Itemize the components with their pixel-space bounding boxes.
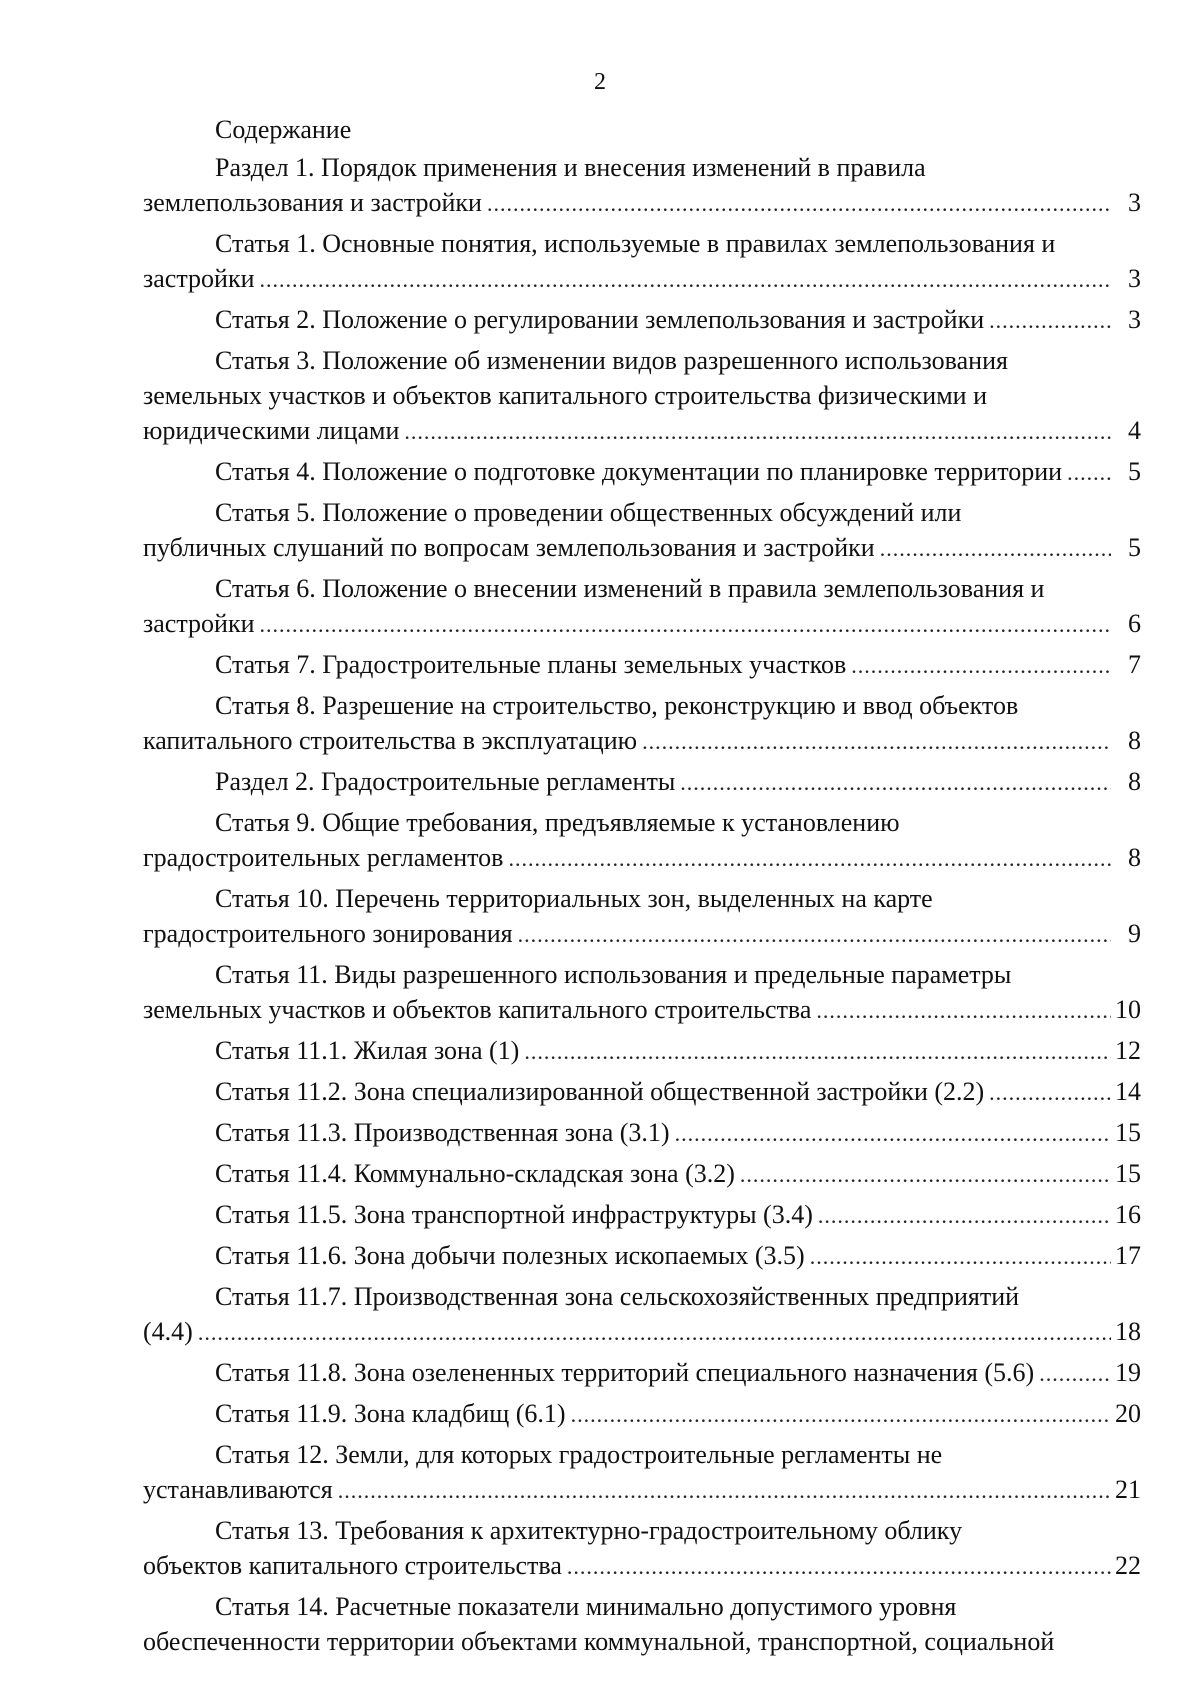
dot-leader xyxy=(851,648,1111,683)
toc-entry-text: Статья 2. Положение о регулировании землепользования и застройки xyxy=(215,302,987,337)
toc-entry[interactable] xyxy=(143,1437,1141,1507)
toc-entry-text: (4.4) xyxy=(143,1314,196,1349)
toc-page-number: 8 xyxy=(1128,767,1141,796)
toc-entry-text: земельных участков и объектов капитального строительства физическими и xyxy=(143,381,990,410)
toc-entry[interactable] xyxy=(143,571,1141,641)
toc-entry-line xyxy=(143,1238,1141,1273)
toc-entry-line xyxy=(143,495,1141,530)
toc-entry-text: Статья 11.2. Зона специализированной общественной застройки (2.2) xyxy=(215,1074,987,1109)
toc-entry-line xyxy=(143,454,1141,489)
toc-entry-text: застройки xyxy=(143,261,258,296)
toc-entry[interactable] xyxy=(143,1355,1141,1390)
dot-leader xyxy=(487,186,1111,221)
toc-page-number: 15 xyxy=(1115,1159,1141,1188)
toc-entry-text: Статья 12. Земли, для которых градостроительные регламенты не xyxy=(215,1440,945,1469)
toc-entry[interactable] xyxy=(143,957,1141,1027)
toc-entry-line xyxy=(143,1396,1141,1431)
toc-entry-text: Статья 9. Общие требования, предъявляемые к установлению xyxy=(215,808,903,837)
toc-page-number: 3 xyxy=(1128,305,1141,334)
toc-entry-line xyxy=(143,1314,1141,1349)
toc-entry[interactable] xyxy=(143,1396,1141,1431)
dot-leader xyxy=(818,1198,1111,1233)
dot-leader xyxy=(675,1116,1111,1151)
toc-entry-text: объектов капитального строительства xyxy=(143,1548,565,1583)
toc-list xyxy=(0,150,1200,1659)
dot-leader xyxy=(571,1397,1111,1432)
toc-page-number: 5 xyxy=(1128,457,1141,486)
toc-entry-text: обеспеченности территории объектами коммунальной, транспортной, социальной xyxy=(143,1627,1057,1656)
toc-page-number: 8 xyxy=(1128,726,1141,755)
toc-entry-line xyxy=(143,764,1141,799)
dot-leader xyxy=(1067,455,1111,490)
dot-leader xyxy=(198,1315,1111,1350)
toc-entry-line xyxy=(143,1355,1141,1390)
toc-entry[interactable] xyxy=(143,343,1141,448)
toc-page-number: 16 xyxy=(1115,1200,1141,1229)
toc-page-number: 14 xyxy=(1115,1077,1141,1106)
dot-leader xyxy=(989,1075,1111,1110)
toc-entry-text: Статья 11.5. Зона транспортной инфраструктуры (3.4) xyxy=(215,1197,816,1232)
toc-page-number: 4 xyxy=(1128,416,1141,445)
dot-leader xyxy=(524,1034,1111,1069)
toc-page-number: 3 xyxy=(1128,264,1141,293)
toc-entry-text: Раздел 1. Порядок применения и внесения изменений в правила xyxy=(215,153,929,182)
dot-leader xyxy=(642,724,1111,759)
dot-leader xyxy=(508,841,1111,876)
toc-entry-line xyxy=(143,530,1141,565)
toc-entry-text: Статья 11.9. Зона кладбищ (6.1) xyxy=(215,1396,569,1431)
dot-leader xyxy=(816,993,1111,1028)
toc-entry-text: Статья 11.7. Производственная зона сельскохозяйственных предприятий xyxy=(215,1282,1022,1311)
toc-entry-line xyxy=(143,1513,1141,1548)
toc-page-number: 3 xyxy=(1128,188,1141,217)
toc-entry[interactable] xyxy=(143,226,1141,296)
dot-leader xyxy=(880,531,1111,566)
toc-page-number: 10 xyxy=(1115,995,1141,1024)
toc-entry[interactable] xyxy=(143,1033,1141,1068)
toc-page-number: 20 xyxy=(1115,1399,1141,1428)
toc-entry-text: Статья 11.1. Жилая зона (1) xyxy=(215,1033,522,1068)
toc-entry-text: Статья 3. Положение об изменении видов разрешенного использования xyxy=(215,346,1011,375)
toc-entry-text: публичных слушаний по вопросам землепользования и застройки xyxy=(143,530,878,565)
toc-entry-line xyxy=(143,688,1141,723)
toc-entry[interactable] xyxy=(143,688,1141,758)
toc-page-number: 7 xyxy=(1128,650,1141,679)
toc-entry[interactable] xyxy=(143,1115,1141,1150)
toc-entry-line xyxy=(143,226,1141,261)
toc-entry-line xyxy=(143,1624,1141,1659)
toc-page-number: 21 xyxy=(1115,1475,1141,1504)
toc-entry-line xyxy=(143,1437,1141,1472)
toc-entry-line xyxy=(143,957,1141,992)
toc-page-number: 9 xyxy=(1128,919,1141,948)
toc-page-number: 12 xyxy=(1115,1036,1141,1065)
toc-entry-text: Раздел 2. Градостроительные регламенты xyxy=(215,764,678,799)
toc-entry-line xyxy=(143,1115,1141,1150)
toc-entry-text: юридическими лицами xyxy=(143,413,402,448)
toc-entry-line xyxy=(143,840,1141,875)
toc-entry-text: Статья 11.4. Коммунально-складская зона (3.2) xyxy=(215,1156,738,1191)
toc-entry-text: градостроительных регламентов xyxy=(143,840,506,875)
toc-entry-line xyxy=(143,1279,1141,1314)
toc-entry-line xyxy=(143,261,1141,296)
toc-entry[interactable] xyxy=(143,1074,1141,1109)
toc-entry-text: Статья 13. Требования к архитектурно-градостроительному облику xyxy=(215,1516,965,1545)
toc-entry-line xyxy=(143,302,1141,337)
toc-entry[interactable] xyxy=(143,881,1141,951)
toc-entry-text: Статья 10. Перечень территориальных зон, выделенных на карте xyxy=(215,884,936,913)
toc-entry[interactable] xyxy=(143,150,1141,220)
toc-entry-text: Статья 6. Положение о внесении изменений в правила землепользования и xyxy=(215,574,1047,603)
toc-entry-line xyxy=(143,647,1141,682)
dot-leader xyxy=(260,262,1112,297)
page-number: 2 xyxy=(594,69,606,95)
toc-page-number: 5 xyxy=(1128,533,1141,562)
toc-entry-line xyxy=(143,1589,1141,1624)
toc-entry-line xyxy=(143,881,1141,916)
toc-entry-line xyxy=(143,916,1141,951)
dot-leader xyxy=(810,1239,1111,1274)
toc-entry-text: Статья 5. Положение о проведении общественных обсуждений или xyxy=(215,498,964,527)
toc-entry-line xyxy=(143,571,1141,606)
toc-entry-text: Статья 11.3. Производственная зона (3.1) xyxy=(215,1115,673,1150)
dot-leader xyxy=(260,607,1112,642)
toc-entry-line xyxy=(143,606,1141,641)
dot-leader xyxy=(680,765,1111,800)
toc-heading: Содержание xyxy=(215,115,352,144)
toc-entry-line xyxy=(143,378,1141,413)
toc-entry-line xyxy=(143,723,1141,758)
toc-entry[interactable] xyxy=(143,495,1141,565)
toc-entry-line xyxy=(143,150,1141,185)
toc-page-number: 22 xyxy=(1115,1551,1141,1580)
toc-entry-text: капитального строительства в эксплуатацию xyxy=(143,723,640,758)
dot-leader xyxy=(1039,1356,1111,1391)
toc-entry-text: Статья 7. Градостроительные планы земельных участков xyxy=(215,647,849,682)
toc-entry-line xyxy=(143,1156,1141,1191)
toc-entry-text: землепользования и застройки xyxy=(143,185,485,220)
dot-leader xyxy=(518,917,1111,952)
dot-leader xyxy=(740,1157,1111,1192)
toc-entry-line xyxy=(143,992,1141,1027)
toc-entry-text: градостроительного зонирования xyxy=(143,916,516,951)
toc-entry[interactable] xyxy=(143,805,1141,875)
toc-entry-line xyxy=(143,1472,1141,1507)
toc-entry-text: устанавливаются xyxy=(143,1472,336,1507)
toc-entry-line xyxy=(143,1548,1141,1583)
toc-entry-line xyxy=(143,343,1141,378)
toc-page-number: 19 xyxy=(1115,1358,1141,1387)
toc-entry-text: земельных участков и объектов капитального строительства xyxy=(143,992,814,1027)
toc-page-number: 15 xyxy=(1115,1118,1141,1147)
toc-entry-line xyxy=(143,805,1141,840)
toc-entry[interactable] xyxy=(143,302,1141,337)
toc-entry-text: Статья 14. Расчетные показатели минимально допустимого уровня xyxy=(215,1592,959,1621)
toc-page-number: 18 xyxy=(1115,1317,1141,1346)
toc-entry-text: Статья 1. Основные понятия, используемые в правилах землепользования и xyxy=(215,229,1058,258)
dot-leader xyxy=(989,303,1111,338)
toc-entry[interactable] xyxy=(143,1589,1141,1659)
toc-entry[interactable] xyxy=(143,1156,1141,1191)
dot-leader xyxy=(404,414,1111,449)
toc-entry-line xyxy=(143,1074,1141,1109)
toc-entry[interactable] xyxy=(143,1513,1141,1583)
toc-page-number: 17 xyxy=(1115,1241,1141,1270)
toc-entry[interactable] xyxy=(143,454,1141,489)
toc-entry[interactable] xyxy=(143,1279,1141,1349)
toc-entry-text: Статья 4. Положение о подготовке документации по планировке территории xyxy=(215,454,1065,489)
toc-entry[interactable] xyxy=(143,1197,1141,1232)
toc-entry[interactable] xyxy=(143,647,1141,682)
toc-entry-line xyxy=(143,1197,1141,1232)
toc-entry-line xyxy=(143,185,1141,220)
dot-leader xyxy=(567,1549,1111,1584)
toc-entry-line xyxy=(143,1033,1141,1068)
toc-page-number: 6 xyxy=(1128,609,1141,638)
toc-entry-text: Статья 11.6. Зона добычи полезных ископаемых (3.5) xyxy=(215,1238,808,1273)
toc-entry-text: Статья 11. Виды разрешенного использования и предельные параметры xyxy=(215,960,1014,989)
toc-page-number: 8 xyxy=(1128,843,1141,872)
toc-entry-text: Статья 11.8. Зона озелененных территорий специального назначения (5.6) xyxy=(215,1355,1037,1390)
toc-entry-text: застройки xyxy=(143,606,258,641)
toc-entry-line xyxy=(143,413,1141,448)
dot-leader xyxy=(338,1473,1111,1508)
toc-entry[interactable] xyxy=(143,1238,1141,1273)
toc-entry[interactable] xyxy=(143,764,1141,799)
toc-entry-text: Статья 8. Разрешение на строительство, реконструкцию и ввод объектов xyxy=(215,691,1021,720)
